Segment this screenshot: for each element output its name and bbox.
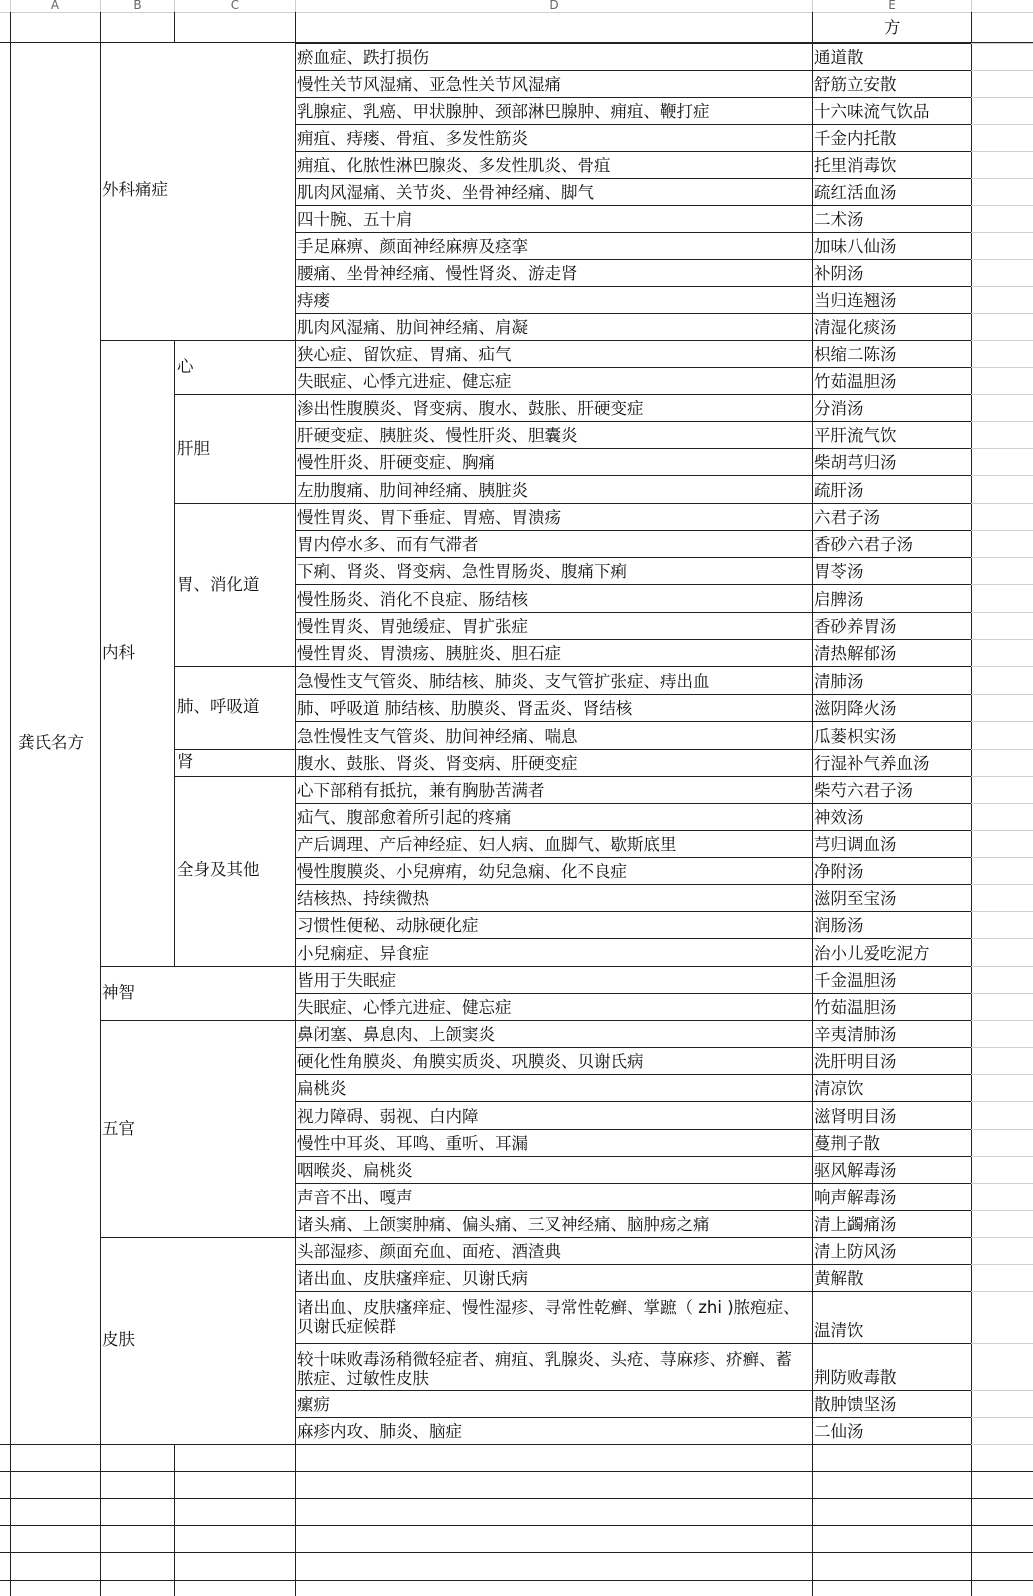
row-border [295, 205, 971, 206]
prescription-cell[interactable]: 疏红活血汤 [814, 183, 897, 202]
prescription-cell[interactable]: 二仙汤 [814, 1422, 864, 1441]
prescription-cell[interactable]: 温清饮 [814, 1321, 864, 1340]
extra-column-line [971, 286, 1033, 287]
prescription-cell[interactable]: 黄解散 [814, 1269, 864, 1288]
prescription-cell[interactable]: 滋阴至宝汤 [814, 889, 897, 908]
condition-cell[interactable]: 痈疽、痔瘘、骨疽、多发性筋炎 [297, 129, 528, 148]
condition-cell[interactable]: 急性慢性支气管炎、肋间神经痛、喘息 [297, 727, 578, 746]
column-border [174, 340, 175, 966]
row-border [295, 1264, 971, 1265]
subcategory-xin[interactable]: 心 [177, 357, 194, 376]
condition-cell[interactable]: 慢性腹膜炎、小兒痹痏，幼兒急痫、化不良症 [297, 862, 627, 881]
extra-column-line [971, 1390, 1033, 1391]
subcategory-border [174, 749, 295, 750]
row-border [295, 1047, 971, 1048]
condition-cell[interactable]: 左肋腹痛、肋间神经痛、胰脏炎 [297, 481, 528, 500]
condition-cell[interactable]: 痔瘘 [297, 291, 330, 310]
prescription-cell[interactable]: 十六味流气饮品 [814, 102, 930, 121]
prescription-cell[interactable]: 通道散 [814, 48, 864, 67]
row-border [295, 475, 971, 476]
prescription-cell[interactable]: 滋阴降火汤 [814, 699, 897, 718]
extra-column-line [971, 639, 1033, 640]
category-border [100, 1237, 295, 1238]
extra-column-line [971, 749, 1033, 750]
extra-column-line [971, 1020, 1033, 1021]
condition-cell[interactable]: 心下部稍有抵抗，兼有胸胁苦满者 [297, 781, 545, 800]
column-border [812, 12, 813, 1596]
prescription-cell[interactable]: 千金内托散 [814, 129, 897, 148]
header-col-divider [174, 0, 175, 12]
row-border [295, 1020, 971, 1021]
header-col-divider [10, 0, 11, 12]
prescription-cell[interactable]: 清上蠲痛汤 [814, 1215, 897, 1234]
prescription-cell[interactable]: 胃苓汤 [814, 562, 864, 581]
condition-cell[interactable]: 麻疹内攻、肺炎、脑症 [297, 1422, 462, 1441]
prescription-cell[interactable]: 加味八仙汤 [814, 237, 897, 256]
row-border-empty [0, 1471, 1033, 1472]
extra-column-line [971, 1237, 1033, 1238]
subcategory-wei[interactable]: 胃、消化道 [177, 575, 260, 594]
extra-column-line [971, 97, 1033, 98]
subcategory-quanshen[interactable]: 全身及其他 [177, 860, 260, 879]
row-border [295, 884, 971, 885]
prescription-cell[interactable]: 清热解郁汤 [814, 644, 897, 663]
header-prescription[interactable]: 方 [884, 18, 901, 37]
extra-column-line [971, 803, 1033, 804]
condition-cell[interactable]: 痈疽、化脓性淋巴腺炎、多发性肌炎、骨疽 [297, 156, 611, 175]
extra-column-line [971, 151, 1033, 152]
row-border [295, 313, 971, 314]
row-border [295, 857, 971, 858]
extra-column-line [971, 124, 1033, 125]
row-border [295, 70, 971, 71]
condition-cell[interactable]: 声音不出、嘎声 [297, 1188, 413, 1207]
row-border [295, 259, 971, 260]
header-col-divider [971, 0, 972, 12]
prescription-cell[interactable]: 驱风解毒汤 [814, 1161, 897, 1180]
condition-cell[interactable]: 小兒痫症、异食症 [297, 944, 429, 963]
condition-cell[interactable]: 乳腺症、乳癌、甲状腺肿、颈部淋巴腺肿、痈疽、鞭打症 [297, 102, 710, 121]
condition-cell[interactable]: 渗出性腹膜炎、肾变病、腹水、鼓胀、肝硬变症 [297, 399, 644, 418]
row-border [295, 557, 971, 558]
row-border [295, 1390, 971, 1391]
row-border [295, 776, 971, 777]
prescription-cell[interactable]: 行湿补气养血汤 [814, 754, 930, 773]
extra-column-line [971, 666, 1033, 667]
prescription-cell[interactable]: 响声解毒汤 [814, 1188, 897, 1207]
prescription-cell[interactable]: 启脾汤 [814, 590, 864, 609]
extra-column-line [971, 70, 1033, 71]
prescription-cell[interactable]: 疏肝汤 [814, 481, 864, 500]
extra-column-line [971, 612, 1033, 613]
table-bottom-border [0, 1444, 1033, 1445]
extra-column-line [971, 830, 1033, 831]
condition-cell[interactable]: 习惯性便秘、动脉硬化症 [297, 916, 479, 935]
row-border [295, 1237, 971, 1238]
prescription-cell[interactable]: 香砂六君子汤 [814, 535, 913, 554]
condition-cell[interactable]: 扁桃炎 [297, 1079, 347, 1098]
extra-column-line [971, 1264, 1033, 1265]
extra-column-line [971, 1129, 1033, 1130]
condition-cell[interactable]: 鼻闭塞、鼻息肉、上颌窦炎 [297, 1025, 495, 1044]
condition-cell[interactable]: 狭心症、留饮症、胃痛、疝气 [297, 345, 512, 364]
extra-column-line [971, 1156, 1033, 1157]
extra-column-line [971, 1183, 1033, 1184]
prescription-cell[interactable]: 竹茹温胆汤 [814, 998, 897, 1017]
row-border [295, 97, 971, 98]
prescription-cell[interactable]: 清湿化痰汤 [814, 318, 897, 337]
extra-column-line [971, 475, 1033, 476]
prescription-cell[interactable]: 枳缩二陈汤 [814, 345, 897, 364]
row-border [295, 43, 971, 44]
column-header-a[interactable]: A [50, 0, 60, 12]
condition-cell[interactable]: 急慢性支气管炎、肺结核、肺炎、支气管扩张症、痔出血 [297, 672, 710, 691]
extra-column-line [971, 557, 1033, 558]
extra-column-line [971, 1101, 1033, 1102]
prescription-cell[interactable]: 分消汤 [814, 399, 864, 418]
extra-column-line [971, 776, 1033, 777]
extra-column-line [971, 1210, 1033, 1211]
prescription-cell[interactable]: 托里消毒饮 [814, 156, 897, 175]
row-border [295, 1291, 971, 1292]
extra-column-line [971, 721, 1033, 722]
extra-column-line [971, 394, 1033, 395]
column-border [10, 12, 11, 1596]
row-border [295, 1074, 971, 1075]
condition-cell[interactable]: 瘰疬 [297, 1395, 330, 1414]
category-border [100, 340, 295, 341]
column-header-c[interactable]: C [230, 0, 240, 12]
column-header-d[interactable]: D [549, 0, 559, 12]
row-border [295, 530, 971, 531]
condition-cell[interactable]: 手足麻痹、颜面神经麻痹及痉挛 [297, 237, 528, 256]
condition-cell[interactable]: 视力障碍、弱视、白内障 [297, 1107, 479, 1126]
category-pifu[interactable]: 皮肤 [102, 1330, 135, 1349]
condition-cell[interactable]: 硬化性角膜炎、角膜实质炎、巩膜炎、贝谢氏病 [297, 1052, 644, 1071]
row-border [295, 286, 971, 287]
condition-cell[interactable]: 慢性中耳炎、耳鸣、重听、耳漏 [297, 1134, 528, 1153]
prescription-cell[interactable]: 香砂养胃汤 [814, 617, 897, 636]
condition-cell[interactable]: 慢性肠炎、消化不良症、肠结核 [297, 590, 528, 609]
condition-cell[interactable]: 四十腕、五十肩 [297, 210, 413, 229]
condition-cell[interactable]: 腹水、鼓胀、肾炎、肾变病、肝硬变症 [297, 754, 578, 773]
condition-cell[interactable]: 慢性关节风湿痛、亚急性关节风湿痛 [297, 75, 561, 94]
extra-column-line [971, 313, 1033, 314]
row-border [295, 394, 971, 395]
condition-cell[interactable]: 失眠症、心悸亢进症、健忘症 [297, 372, 512, 391]
prescription-cell[interactable]: 柴胡芎归汤 [814, 453, 897, 472]
prescription-cell[interactable]: 当归连翘汤 [814, 291, 897, 310]
prescription-cell[interactable]: 润肠汤 [814, 916, 864, 935]
row-border [295, 448, 971, 449]
column-border [295, 12, 296, 1596]
prescription-cell[interactable]: 辛夷清肺汤 [814, 1025, 897, 1044]
prescription-cell[interactable]: 清上防风汤 [814, 1242, 897, 1261]
subcategory-border [174, 503, 295, 504]
prescription-cell[interactable]: 千金温胆汤 [814, 971, 897, 990]
extra-column-line [971, 1417, 1033, 1418]
group-label-main[interactable]: 龚氏名方 [18, 733, 84, 752]
row-border-empty [0, 1580, 1033, 1581]
row-border [295, 639, 971, 640]
extra-column-line [971, 966, 1033, 967]
row-border [295, 993, 971, 994]
row-border [295, 721, 971, 722]
row-border [295, 966, 971, 967]
condition-cell[interactable]: 失眠症、心悸亢进症、健忘症 [297, 998, 512, 1017]
category-shenzhi[interactable]: 神智 [102, 983, 135, 1002]
extra-column-line [971, 340, 1033, 341]
subcategory-gandan[interactable]: 肝胆 [177, 439, 210, 458]
row-border [295, 151, 971, 152]
extra-column-line [971, 993, 1033, 994]
extra-column-line [971, 205, 1033, 206]
prescription-cell[interactable]: 瓜蒌枳实汤 [814, 727, 897, 746]
category-waike[interactable]: 外科痛症 [102, 180, 168, 199]
prescription-cell[interactable]: 净附汤 [814, 862, 864, 881]
condition-cell[interactable]: 胃内停水多、而有气滞者 [297, 535, 479, 554]
extra-column-line [971, 884, 1033, 885]
prescription-cell[interactable]: 清凉饮 [814, 1079, 864, 1098]
prescription-cell[interactable]: 荆防败毒散 [814, 1368, 897, 1387]
extra-column-line [971, 1291, 1033, 1292]
extra-column-line [971, 1047, 1033, 1048]
prescription-cell[interactable]: 补阴汤 [814, 264, 864, 283]
condition-cell[interactable]: 慢性肝炎、肝硬变症、胸痛 [297, 453, 495, 472]
condition-cell[interactable]: 疝气、腹部愈着所引起的疼痛 [297, 808, 512, 827]
prescription-cell[interactable]: 二术汤 [814, 210, 864, 229]
condition-cell[interactable]: 较十味败毒汤稍微轻症者、痈疽、乳腺炎、头疮、荨麻疹、疥癣、蓄脓症、过敏性皮肤 [297, 1350, 792, 1388]
row-border [295, 1129, 971, 1130]
condition-cell[interactable]: 肝硬变症、胰脏炎、慢性肝炎、胆囊炎 [297, 426, 578, 445]
extra-column-line [971, 367, 1033, 368]
condition-cell[interactable]: 肌肉风湿痛、关节炎、坐骨神经痛、脚气 [297, 183, 594, 202]
prescription-cell[interactable]: 竹茹温胆汤 [814, 372, 897, 391]
subcategory-border [174, 666, 295, 667]
extra-column-line [971, 857, 1033, 858]
prescription-cell[interactable]: 散肿馈坚汤 [814, 1395, 897, 1414]
column-border [174, 1444, 175, 1596]
row-border [295, 694, 971, 695]
extra-column-line [971, 1343, 1033, 1344]
column-border [971, 12, 972, 1596]
condition-cell[interactable]: 慢性胃炎、胃溃疡、胰脏炎、胆石症 [297, 644, 561, 663]
prescription-cell[interactable]: 芎归调血汤 [814, 835, 897, 854]
category-wuguan[interactable]: 五官 [102, 1119, 135, 1138]
row-border [295, 503, 971, 504]
condition-cell[interactable]: 瘀血症、跌打损伤 [297, 48, 429, 67]
row-border [295, 178, 971, 179]
row-border [295, 1101, 971, 1102]
extra-column-line [971, 1074, 1033, 1075]
row-border [295, 1156, 971, 1157]
extra-column-line [971, 448, 1033, 449]
row-border-empty [0, 1498, 1033, 1499]
header-divider [0, 12, 1033, 13]
condition-cell[interactable]: 腰痛、坐骨神经痛、慢性肾炎、游走肾 [297, 264, 578, 283]
row-border [295, 938, 971, 939]
prescription-cell[interactable]: 清肺汤 [814, 672, 864, 691]
row-border [295, 340, 971, 341]
extra-column-line [971, 503, 1033, 504]
header-col-divider [100, 0, 101, 12]
row-border [295, 1343, 971, 1344]
condition-cell[interactable]: 诸出血、皮肤瘙痒症、贝谢氏病 [297, 1269, 528, 1288]
row-border-empty [0, 1552, 1033, 1553]
prescription-cell[interactable]: 蔓荆子散 [814, 1134, 880, 1153]
condition-cell[interactable]: 肺、呼吸道 肺结核、肋膜炎、肾盂炎、肾结核 [297, 699, 633, 718]
condition-cell[interactable]: 结核热、持续微热 [297, 889, 429, 908]
extra-column-line [971, 584, 1033, 585]
column-header-e[interactable]: E [888, 0, 896, 12]
prescription-cell[interactable]: 平肝流气饮 [814, 426, 897, 445]
category-border [100, 1020, 295, 1021]
extra-column-line [971, 259, 1033, 260]
row-border [295, 367, 971, 368]
prescription-cell[interactable]: 治小儿爱吃泥方 [814, 944, 930, 963]
subcategory-border [174, 394, 295, 395]
row-border [295, 666, 971, 667]
category-border [100, 966, 295, 967]
prescription-cell[interactable]: 六君子汤 [814, 508, 880, 527]
row-border [295, 1183, 971, 1184]
prescription-cell[interactable]: 舒筋立安散 [814, 75, 897, 94]
column-border [100, 12, 101, 1596]
extra-column-line [971, 43, 1033, 44]
row-border [295, 1210, 971, 1211]
category-neike[interactable]: 内科 [102, 643, 135, 662]
condition-cell[interactable]: 下痢、肾炎、肾变病、急性胃肠炎、腹痛下痢 [297, 562, 627, 581]
subcategory-shen[interactable]: 肾 [177, 752, 194, 771]
subcategory-border [174, 776, 295, 777]
condition-cell[interactable]: 咽喉炎、扁桃炎 [297, 1161, 413, 1180]
prescription-cell[interactable]: 柴芍六君子汤 [814, 781, 913, 800]
row-border [295, 124, 971, 125]
column-border [174, 12, 175, 42]
extra-column-line [971, 178, 1033, 179]
extra-column-line [971, 694, 1033, 695]
column-header-b[interactable]: B [133, 0, 142, 12]
row-border [295, 803, 971, 804]
extra-column-line [971, 421, 1033, 422]
prescription-cell[interactable]: 洗肝明目汤 [814, 1052, 897, 1071]
condition-cell[interactable]: 诸出血、皮肤瘙痒症、慢性湿疹、寻常性乾癣、掌蹠（ zhi )脓疱症、贝谢氏症候群 [297, 1298, 800, 1336]
extra-column-line [971, 232, 1033, 233]
condition-cell[interactable]: 头部湿疹、颜面充血、面疮、酒渣典 [297, 1242, 561, 1261]
extra-column-line [971, 530, 1033, 531]
subcategory-fei[interactable]: 肺、呼吸道 [177, 697, 260, 716]
condition-cell[interactable]: 慢性胃炎、胃弛缓症、胃扩张症 [297, 617, 528, 636]
extra-column-line [971, 938, 1033, 939]
extra-column-line [971, 1444, 1033, 1445]
condition-cell[interactable]: 诸头痛、上颌窦肿痛、偏头痛、三叉神经痛、脑肿疡之痛 [297, 1215, 710, 1234]
row-border-empty [0, 1525, 1033, 1526]
row-border [295, 612, 971, 613]
condition-cell[interactable]: 慢性胃炎、胃下垂症、胃癌、胃溃疡 [297, 508, 561, 527]
extra-column-line [971, 911, 1033, 912]
row-border [295, 584, 971, 585]
row-border [295, 232, 971, 233]
header-col-divider [812, 0, 813, 12]
prescription-cell[interactable]: 神效汤 [814, 808, 864, 827]
header-col-divider [295, 0, 296, 12]
row-border [295, 830, 971, 831]
row-border [295, 749, 971, 750]
row-border [295, 421, 971, 422]
row-border [295, 1417, 971, 1418]
condition-cell[interactable]: 产后调理、产后神经症、妇人病、血脚气、歇斯底里 [297, 835, 677, 854]
condition-cell[interactable]: 皆用于失眠症 [297, 971, 396, 990]
row-border [295, 911, 971, 912]
condition-cell[interactable]: 肌肉风湿痛、肋间神经痛、肩凝 [297, 318, 528, 337]
prescription-cell[interactable]: 滋肾明目汤 [814, 1107, 897, 1126]
